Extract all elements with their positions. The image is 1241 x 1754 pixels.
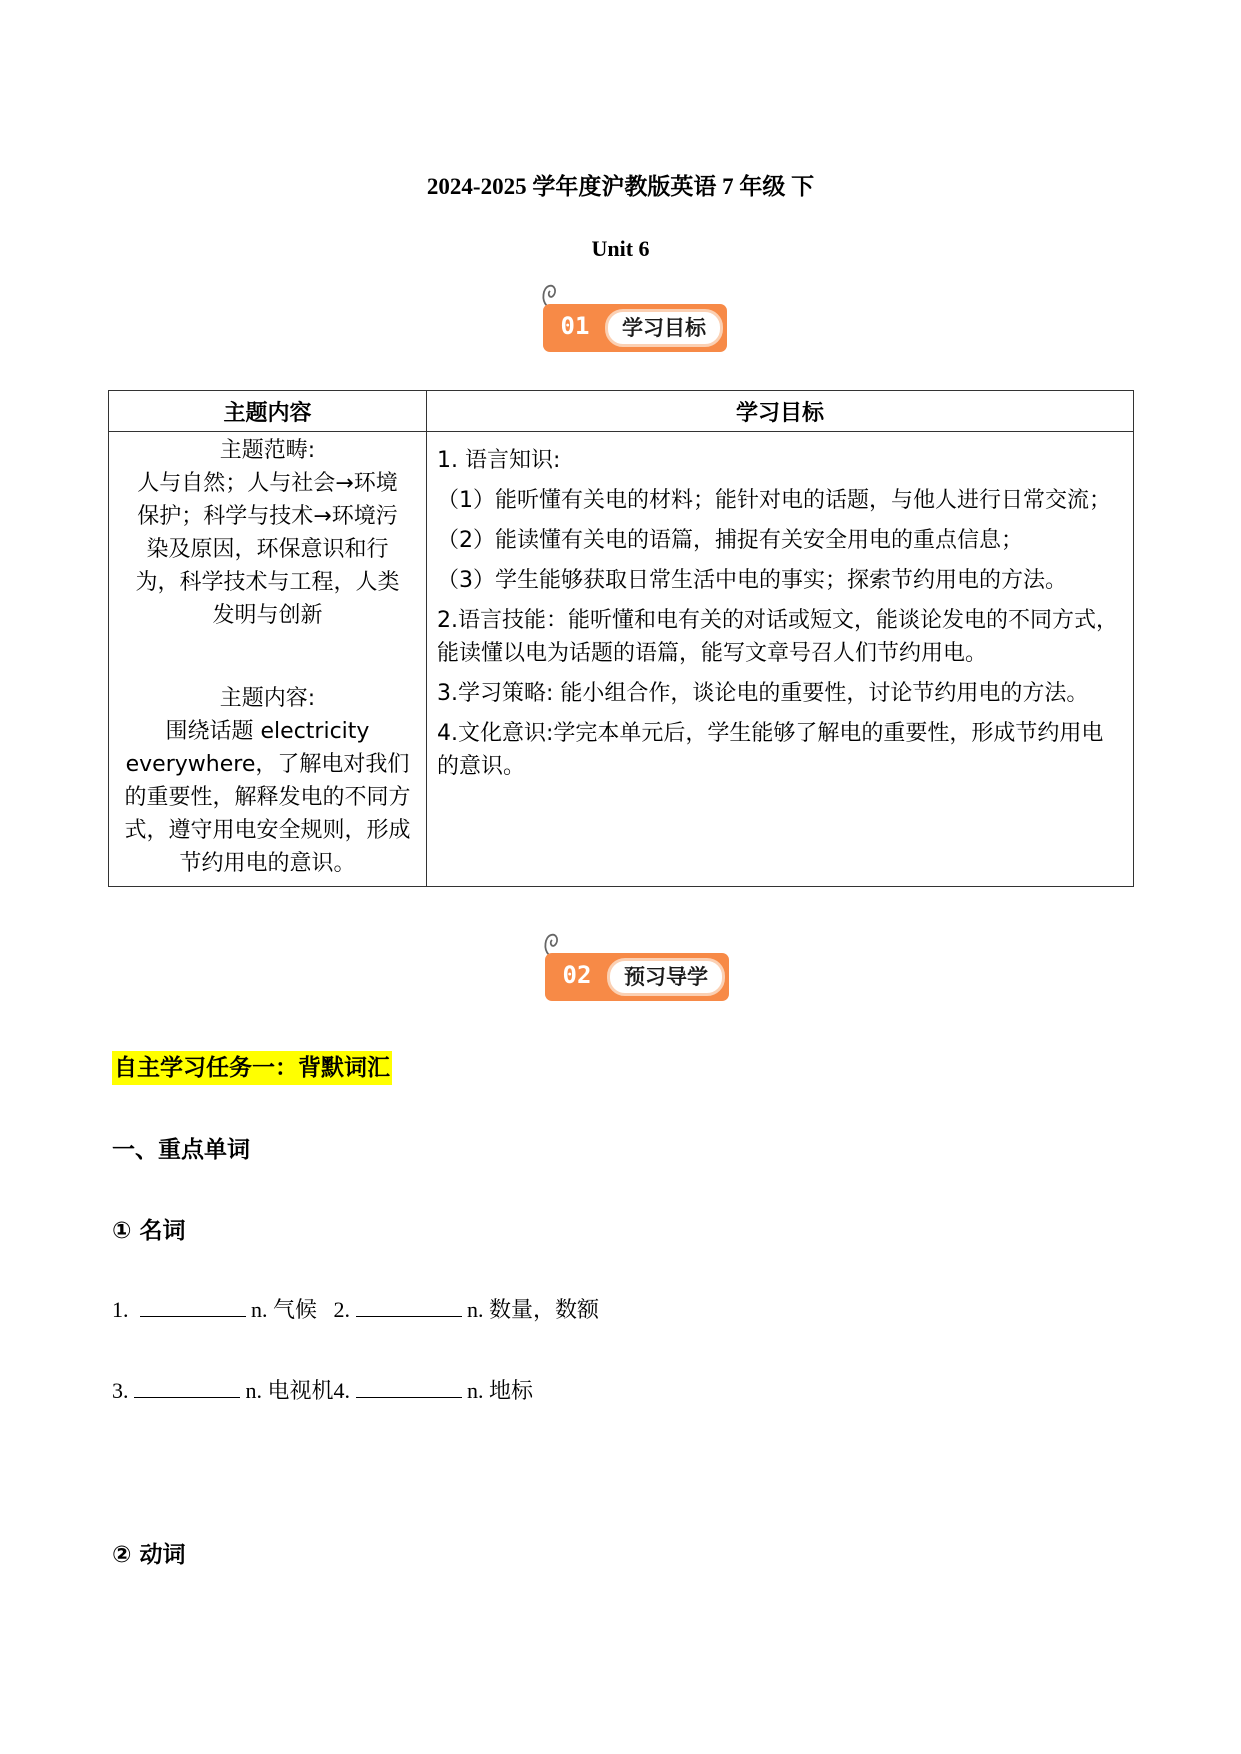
- task-title: 自主学习任务一：背默词汇: [112, 1051, 392, 1085]
- vocab-row: [112, 1293, 599, 1324]
- badge-number: 02: [562, 961, 592, 989]
- goal-line: 2.语言技能：能听懂和电有关的对话或短文，能谈论发电的不同方式，能读懂以电为话题的语篇，能写文章号召人们节约用电。: [437, 608, 1118, 666]
- answer-blank[interactable]: [356, 1377, 462, 1398]
- badge-label: 预习导学: [607, 958, 725, 996]
- goal-line: 3.学习策略: 能小组合作，谈论电的重要性，讨论节约用电的方法。: [437, 681, 1089, 706]
- nouns-heading: ① 名词: [112, 1218, 186, 1244]
- unit-title: Unit 6: [591, 236, 650, 261]
- topic-category-text: 人与自然；人与社会→环境保护；科学与技术→环境污染及原因，环保意识和行为，科学技术与工程，人类发明与创新: [135, 471, 400, 628]
- vocab-row: [112, 1374, 533, 1405]
- topic-content-text: 围绕话题 electricity everywhere，了解电对我们的重要性，解释发电的不同方式，遵守用电安全规则，形成节约用电的意识。: [124, 719, 411, 876]
- vocab-number: 2.: [333, 1297, 351, 1322]
- answer-blank[interactable]: [356, 1296, 462, 1317]
- topic-cell: [109, 432, 427, 887]
- vocab-pos: n.: [245, 1378, 262, 1403]
- vocab-number: 1.: [112, 1297, 129, 1322]
- table-header-goals: 学习目标: [427, 391, 1134, 432]
- verbs-heading: ② 动词: [112, 1542, 186, 1568]
- vocab-pos: n.: [467, 1297, 484, 1322]
- answer-blank[interactable]: [134, 1377, 240, 1398]
- section-badge-goals: [543, 292, 733, 352]
- page-title: 2024-2025 学年度沪教版英语 7 年级 下: [426, 174, 815, 199]
- answer-blank[interactable]: [140, 1296, 246, 1317]
- vocab-pos: n.: [467, 1378, 484, 1403]
- badge-number: 01: [560, 312, 590, 340]
- goals-table: [108, 390, 1134, 887]
- vocab-pos: n.: [251, 1297, 268, 1322]
- table-header-topic: 主题内容: [109, 391, 427, 432]
- vocab-meaning: 数量，数额: [489, 1298, 600, 1323]
- section-badge-preview: [545, 941, 735, 1001]
- topic-category-label: 主题范畴:: [219, 438, 316, 463]
- goal-line: （1）能听懂有关电的材料；能针对电的话题，与他人进行日常交流；: [437, 488, 1111, 513]
- vocab-number: 4.: [333, 1378, 351, 1403]
- vocab-meaning: 地标: [489, 1379, 534, 1404]
- goal-line: 4.文化意识:学完本单元后，学生能够了解电的重要性，形成节约用电的意识。: [437, 721, 1104, 779]
- section-heading: 一、重点单词: [112, 1137, 250, 1163]
- vocab-meaning: 电视机: [267, 1379, 334, 1404]
- goal-line: 1. 语言知识:: [437, 448, 561, 473]
- vocab-number: 3.: [112, 1378, 129, 1403]
- goals-cell: [427, 432, 1134, 887]
- vocab-meaning: 气候: [273, 1298, 318, 1323]
- topic-content-label: 主题内容:: [219, 686, 316, 711]
- goal-line: （2）能读懂有关电的语篇，捕捉有关安全用电的重点信息；: [437, 528, 1023, 553]
- badge-label: 学习目标: [605, 309, 723, 347]
- goal-line: （3）学生能够获取日常生活中电的事实；探索节约用电的方法。: [437, 568, 1067, 593]
